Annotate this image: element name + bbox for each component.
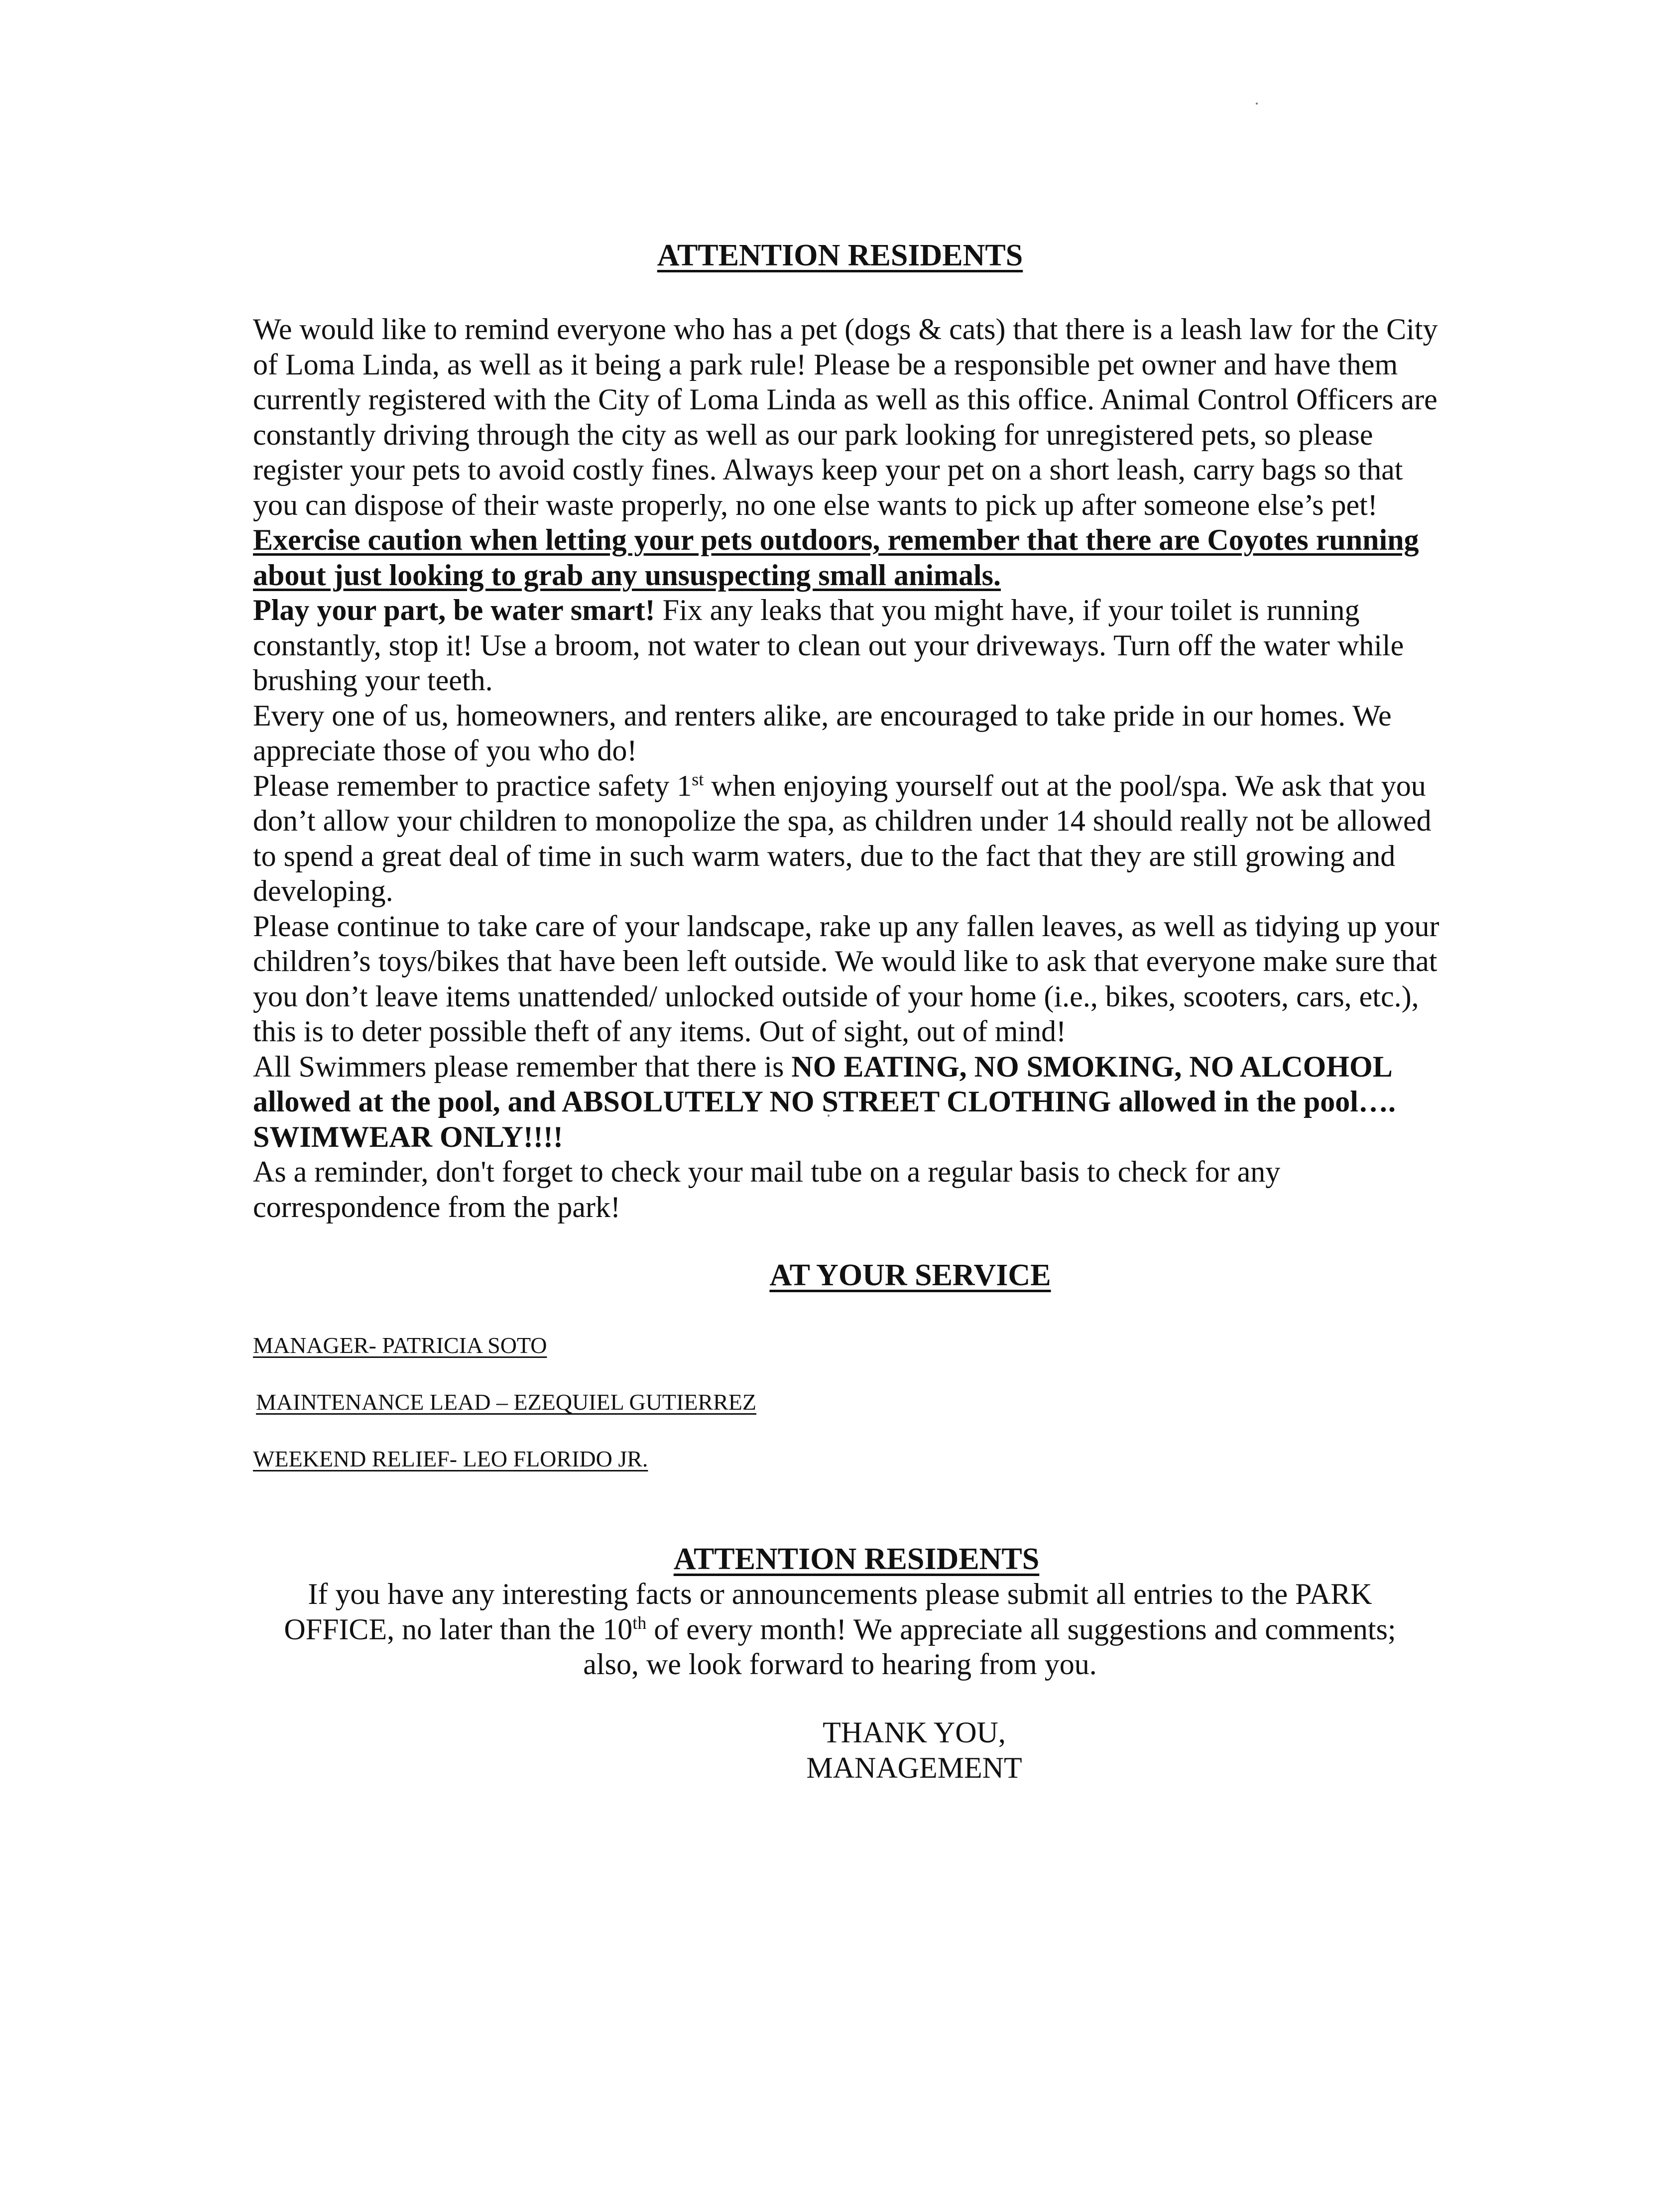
management-signoff: MANAGEMENT bbox=[806, 1751, 1022, 1784]
notice-title: ATTENTION RESIDENTS bbox=[657, 239, 1023, 272]
coyote-warning: Exercise caution when letting your pets outdoors, remember that there are Coyotes running about just looking to grab any unsuspecting small animals. bbox=[253, 523, 1419, 592]
service-title: AT YOUR SERVICE bbox=[769, 1258, 1051, 1292]
water-text: Fix any leaks that you might have, if your toilet is running constantly, stop it! Use a broom, not water to clean out your driveways. Turn off the water while brushing your teeth. bbox=[253, 594, 1404, 697]
safety-text-continued: when enjoying yourself out at the pool/spa. We ask that you don’t allow your children to monopolize the spa, as children under 14 should really not be allowed to spend a great deal of time in such warm waters, due to the fact that they are still growing and developing. bbox=[253, 769, 1432, 907]
staff-maintenance-lead: MAINTENANCE LEAD – EZEQUIEL GUTIERREZ bbox=[256, 1389, 756, 1415]
staff-weekend-relief: WEEKEND RELIEF- LEO FLORIDO JR. bbox=[253, 1446, 648, 1471]
announcements-text: If you have any interesting facts or announcements please submit all entries to the PARK OFFICE, no later than the 10 bbox=[284, 1578, 1372, 1646]
staff-manager: MANAGER- PATRICIA SOTO bbox=[253, 1333, 547, 1358]
pets-text: We would like to remind everyone who has a pet (dogs & cats) that there is a leash law for the City of Loma Linda, as well as it being a park rule! Please be a responsible pet owner and have them currently registered with the City of Loma Linda as well as this office. Animal Control Officers are constantly driving through the city as well as our park looking for unregistered pets, so please register your pets to avoid costly fines. Always keep your pet on a short leash, carry bags so that you can dispose of their waste properly, no one else wants to pick up after someone else’s pet! bbox=[253, 313, 1438, 521]
safety-paragraph bbox=[253, 768, 1448, 909]
pride-paragraph: Every one of us, homeowners, and renters alike, are encouraged to take pride in our homes. We appreciate those of you who do! bbox=[253, 699, 1392, 767]
thank-you: THANK YOU, bbox=[823, 1716, 1006, 1749]
water-lead: Play your part, be water smart! bbox=[253, 594, 655, 626]
landscape-paragraph: Please continue to take care of your landscape, rake up any fallen leaves, as well as tidying up your children’s toys/bikes that have been left outside. We would like to ask that everyone make sure that you don’t leave items unattended/ unlocked outside of your home (i.e., bikes, scooters, cars, etc.), this is to deter possible theft of any items. Out of sight, out of mind! bbox=[253, 909, 1440, 1048]
announcements-title: ATTENTION RESIDENTS bbox=[673, 1542, 1040, 1576]
signature-block bbox=[591, 1715, 1238, 1785]
announcements-text-continued: of every month! We appreciate all suggestions and comments; also, we look forward to hearing from you. bbox=[583, 1612, 1396, 1681]
safety-text: Please remember to practice safety 1 bbox=[253, 769, 692, 802]
pool-paragraph bbox=[253, 1049, 1448, 1155]
announcements-paragraph bbox=[267, 1577, 1413, 1682]
ordinal-suffix: st bbox=[692, 769, 704, 789]
ordinal-suffix: th bbox=[632, 1612, 647, 1633]
pets-paragraph bbox=[253, 312, 1448, 593]
mail-paragraph: As a reminder, don't forget to check your mail tube on a regular basis to check for any correspondence from the park! bbox=[253, 1155, 1281, 1223]
scan-speck bbox=[1256, 103, 1258, 105]
notice-body bbox=[253, 312, 1448, 1224]
water-paragraph bbox=[253, 593, 1448, 698]
pool-rules: NO EATING, NO SMOKING, NO ALCOHOL allowed at the pool, and ABSOLUTELY NO STREET CLOTHING allowed in the pool…. SWIMWEAR ONLY!!!! bbox=[253, 1050, 1396, 1153]
announcements-body bbox=[0, 1577, 1680, 1682]
pool-lead: All Swimmers please remember that there is bbox=[253, 1050, 784, 1083]
